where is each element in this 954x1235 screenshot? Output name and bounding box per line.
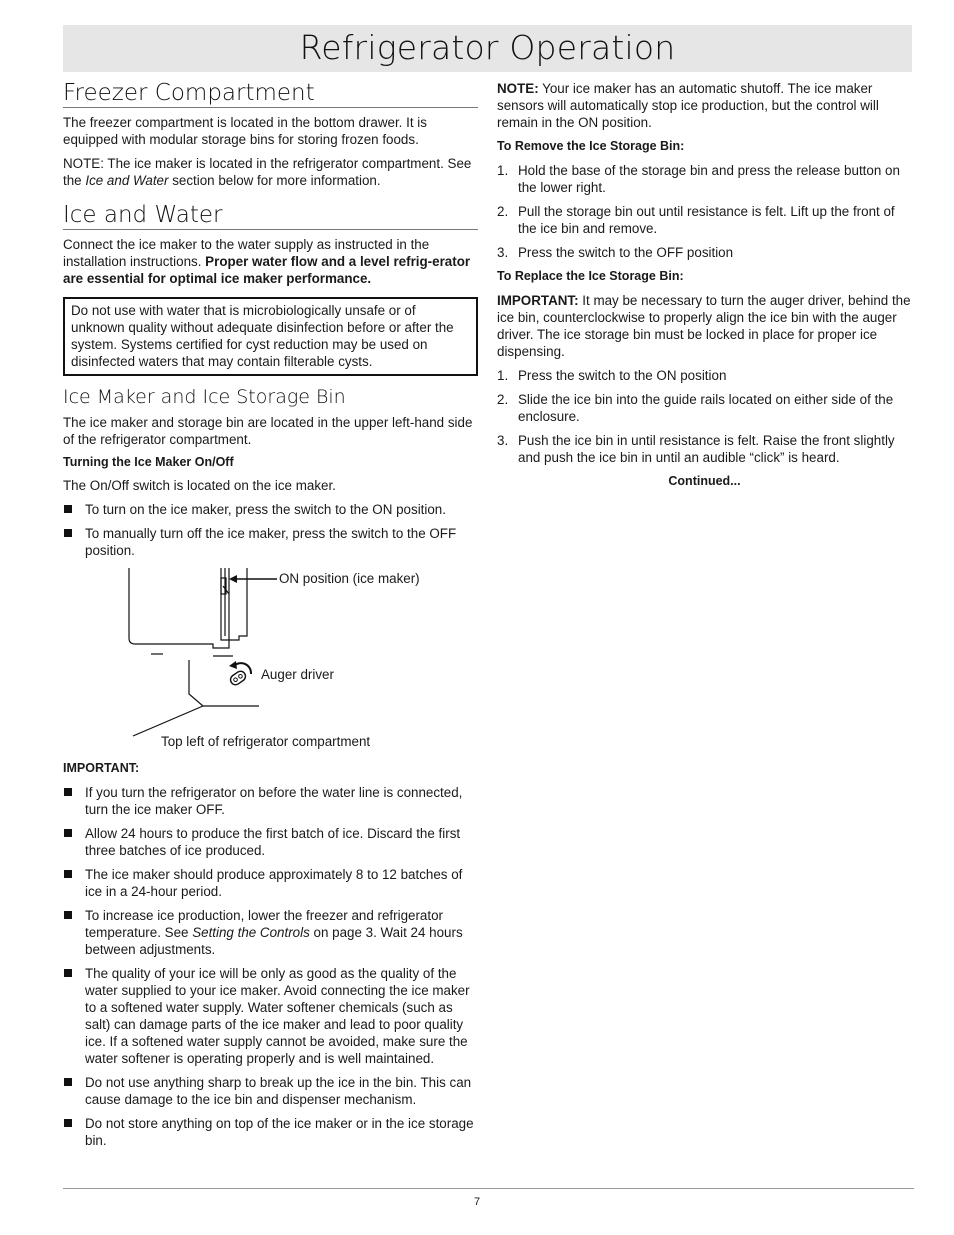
ice-maker-illustration	[63, 566, 478, 756]
warning-text: Do not use with water that is microbiologically unsafe or of unknown quality without adequate disinfection before or after the system. Systems certified for cyst reduction may be used on disinfected waters that may contain filterable cysts.	[71, 303, 454, 369]
list-item	[63, 1115, 478, 1149]
auger-driver-label: Auger driver	[261, 667, 334, 682]
list-item	[63, 525, 478, 559]
step-text: Pull the storage bin out until resistance is felt. Lift up the front of the ice bin and remove.	[518, 204, 895, 236]
step-number: 2.	[497, 392, 509, 407]
important-text: It may be necessary to turn the auger driver, behind the ice bin, counterclockwise to properly align the ice bin with the auger driver. The ice storage bin must be locked in place for proper ice dispensing.	[497, 293, 911, 359]
square-bullet-icon	[64, 529, 72, 537]
step-text: Press the switch to the ON position	[518, 368, 727, 383]
note-label: NOTE:	[497, 81, 539, 96]
list-item-text: To manually turn off the ice maker, press the switch to the OFF position.	[85, 526, 457, 558]
step-text: Press the switch to the OFF position	[518, 245, 734, 260]
automatic-shutoff-note	[497, 80, 912, 131]
left-column	[63, 80, 478, 1156]
square-bullet-icon	[64, 829, 72, 837]
onoff-list	[63, 501, 478, 559]
increase-text-a: To increase ice production, lower the freezer and refrigerator temperature. See	[85, 908, 444, 940]
warning-box	[63, 297, 478, 376]
list-item-text: Allow 24 hours to produce the first batch of ice. Discard the first three batches of ice produced.	[85, 826, 461, 858]
list-item	[497, 203, 912, 237]
list-item	[63, 866, 478, 900]
ice-water-intro-bold: Proper water flow and a level refrig-erator are essential for optimal ice maker performance.	[63, 254, 471, 286]
ice-water-heading: Ice and Water	[63, 202, 478, 230]
square-bullet-icon	[64, 969, 72, 977]
list-item-text	[85, 908, 463, 957]
step-number: 3.	[497, 245, 509, 260]
important-label: IMPORTANT:	[497, 293, 579, 308]
square-bullet-icon	[64, 1078, 72, 1086]
square-bullet-icon	[64, 911, 72, 919]
step-text: Push the ice bin in until resistance is felt. Raise the front slightly and push the ice bin in until an audible “click” is heard.	[518, 433, 895, 465]
list-item	[63, 965, 478, 1067]
square-bullet-icon	[64, 1119, 72, 1127]
list-item-text: If you turn the refrigerator on before the water line is connected, turn the ice maker OFF.	[85, 785, 463, 817]
freezer-note	[63, 155, 478, 189]
ice-maker-diagram	[63, 566, 478, 756]
list-item-text: The quality of your ice will be only as good as the quality of the water supplied to your ice maker. Avoid connecting the ice maker to a softened water supply. Water softener chemicals (such as salt) can damage parts of the ice maker and lead to poor quality ice. If a softened water supply cannot be avoided, make sure the water softener is operating properly and is well maintained.	[85, 966, 470, 1066]
step-number: 3.	[497, 433, 509, 448]
continued-text: Continued...	[668, 474, 741, 488]
freezer-heading: Freezer Compartment	[63, 80, 478, 108]
increase-text-b: on page 3. Wait 24 hours between adjustments.	[85, 925, 463, 957]
freezer-note-em: Ice and Water	[85, 173, 169, 188]
step-text: Slide the ice bin into the guide rails located on either side of the enclosure.	[518, 392, 894, 424]
list-item	[497, 432, 912, 466]
freezer-paragraph: The freezer compartment is located in the bottom drawer. It is equipped with modular storage bins for storing frozen foods.	[63, 115, 427, 147]
step-text: Hold the base of the storage bin and press the release button on the lower right.	[518, 163, 900, 195]
replace-steps	[497, 367, 912, 466]
increase-text-em: Setting the Controls	[192, 925, 310, 940]
list-item	[63, 907, 478, 958]
page-title: Refrigerator Operation	[299, 28, 676, 67]
list-item-text: Do not use anything sharp to break up the ice in the bin. This can cause damage to the ice bin and dispenser mechanism.	[85, 1075, 472, 1107]
step-number: 2.	[497, 204, 509, 219]
list-item	[497, 367, 912, 384]
ice-water-intro	[63, 236, 478, 287]
note-text: Your ice maker has an automatic shutoff. The ice maker sensors will automatically stop ice production, but the control will remain in the ON position.	[497, 81, 879, 130]
onoff-paragraph: The On/Off switch is located on the ice maker.	[63, 478, 336, 493]
list-item	[63, 1074, 478, 1108]
list-item	[63, 501, 478, 518]
ice-maker-heading: Ice Maker and Ice Storage Bin	[63, 386, 346, 408]
ice-water-intro-a: Connect the ice maker to the water supply as instructed in the installation instructions.	[63, 237, 430, 269]
list-item	[497, 391, 912, 425]
list-item	[63, 825, 478, 859]
on-position-label: ON position (ice maker)	[279, 571, 420, 586]
replace-important	[497, 292, 912, 360]
list-item-text: To turn on the ice maker, press the switch to the ON position.	[85, 502, 446, 517]
step-number: 1.	[497, 163, 509, 178]
replace-bin-heading: To Replace the Ice Storage Bin:	[497, 269, 684, 283]
ice-maker-paragraph: The ice maker and storage bin are located in the upper left-hand side of the refrigerator compartment.	[63, 415, 473, 447]
square-bullet-icon	[64, 788, 72, 796]
list-item-text: Do not store anything on top of the ice maker or in the ice storage bin.	[85, 1116, 474, 1148]
important-heading: IMPORTANT:	[63, 761, 140, 775]
footer-divider	[63, 1188, 914, 1189]
list-item-text: The ice maker should produce approximately 8 to 12 batches of ice in a 24-hour period.	[85, 867, 463, 899]
onoff-heading: Turning the Ice Maker On/Off	[63, 455, 234, 469]
freezer-note-b: section below for more information.	[168, 173, 381, 188]
freezer-note-a: NOTE: The ice maker is located in the refrigerator compartment. See the	[63, 156, 472, 188]
remove-steps	[497, 162, 912, 261]
important-list	[63, 784, 478, 1149]
right-column	[497, 80, 912, 490]
list-item	[63, 784, 478, 818]
diagram-caption: Top left of refrigerator compartment	[161, 734, 371, 749]
step-number: 1.	[497, 368, 509, 383]
auger-driver-icon	[229, 669, 248, 686]
list-item	[497, 162, 912, 196]
list-item	[497, 244, 912, 261]
page-number: 7	[473, 1196, 481, 1208]
square-bullet-icon	[64, 870, 72, 878]
title-bar	[63, 25, 912, 72]
remove-bin-heading: To Remove the Ice Storage Bin:	[497, 139, 685, 153]
square-bullet-icon	[64, 505, 72, 513]
